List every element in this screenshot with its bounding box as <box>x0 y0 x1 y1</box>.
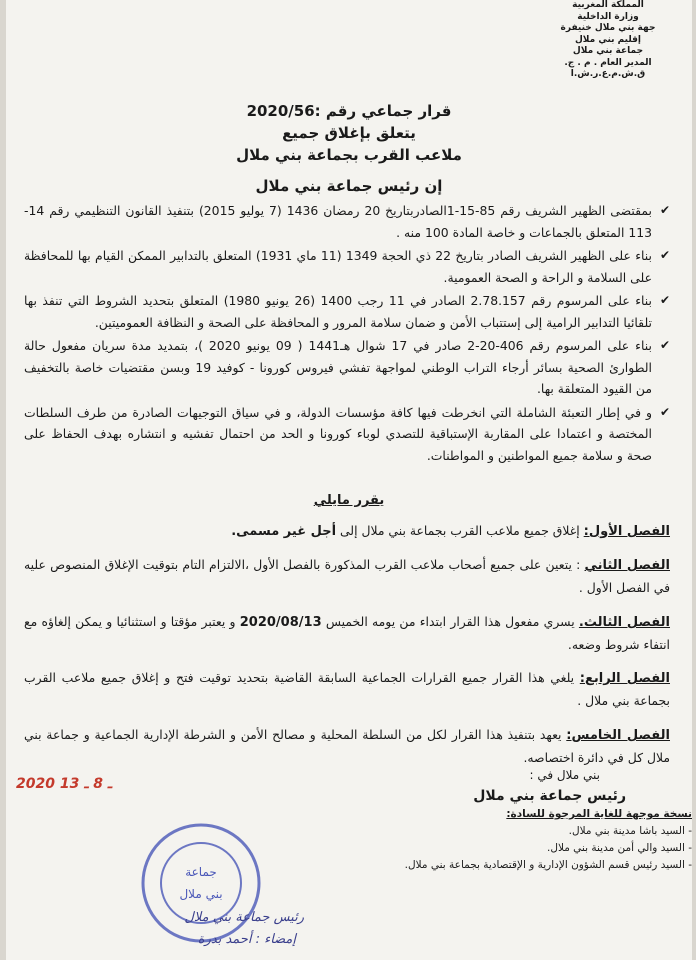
checkmark-icon: ✔ <box>659 338 670 352</box>
letterhead-line: المملكة المغربية <box>572 0 644 10</box>
preamble-item: ✔ و في إطار التعبئة الشاملة التي انخرطت فيها كافة مؤسسات الدولة، و في سياق التوجيهات الصادرة من طرف السلطات المختصة و اعتمادا على المقاربة الإستباقية للتصدي لوباء كورونا و الحد من احتمال تفشيه و انتشاره بهدف الحفاظ على صحة و سلامة جميع المواطنين و المواطنات. <box>24 402 670 467</box>
decision-title <box>6 100 692 166</box>
copy-recipient: - السيد رئيس قسم الشؤون الإدارية و الإقتصادية بجماعة بني ملال. <box>404 859 692 871</box>
copy-recipient: - السيد باشا مدينة بني ملال. <box>568 825 692 837</box>
decision-subject-line: ملاعب القرب بجماعة بني ملال <box>236 146 462 164</box>
seal-text-bottom: بني ملال <box>179 887 223 901</box>
letterhead-line: جماعة بني ملال <box>572 46 644 56</box>
decision-subject-line: يتعلق بإغلاق جميع <box>282 124 416 142</box>
decides-heading: يقرر مايلي <box>313 493 385 508</box>
letterhead-line: ق.ش.م.ع.ر.ش.ا <box>570 69 646 79</box>
copy-recipient: - السيد والي أمن مدينة بني ملال. <box>546 842 692 854</box>
preamble-item: ✔ بناء على الظهير الشريف الصادر بتاريخ 22 ذي الحجة 1349 (11 ماي 1931) المتعلق بالتدابير الممكن القيام بها للمحافظة على السلامة و الراحة و الصحة العمومية. <box>24 245 670 288</box>
article-4: الفصل الرابع: يلغي هذا القرار جميع القرارات الجماعية السابقة القاضية بتحديد توقيت فتح و إغلاق جميع ملاعب القرب بجماعة بني ملال . <box>24 670 670 708</box>
article-5: الفصل الخامس: يعهد بتنفيذ هذا القرار لكل من السلطة المحلية و مصالح الأمن و الشرطة الإدارية الجماعية و جماعة بني ملال كل في دائرة اختصاصه. <box>24 727 670 765</box>
checkmark-icon: ✔ <box>659 203 670 217</box>
preamble <box>24 200 670 468</box>
handwritten-date: 2020 ـ 8 ـ 13 <box>16 776 112 792</box>
articles <box>24 520 670 781</box>
copies-heading: نسخة موجهة للغاية المرجوة للسادة: <box>506 808 692 820</box>
preamble-item: ✔ بناء على المرسوم رقم 406-20-2 صادر في 17 شوال هـ1441 ( 09 يونيو 2020 )، بتمديد مدة سريان مفعول حالة الطوارئ الصحية بسائر أرجاء التراب الوطني لمواجهة تفشي فيروس كورونا - كوفيد 19 وبسن مقتضيات خاصة بالتخفيف من القيود المتعلقة بها. <box>24 335 670 400</box>
letterhead-line: وزارة الداخلية <box>577 11 639 22</box>
checkmark-icon: ✔ <box>659 404 670 419</box>
seal-text-top: جماعة <box>185 865 217 879</box>
letterhead-line: جهة بني ملال خنيفرة <box>560 23 656 33</box>
preamble-item: ✔ بناء على المرسوم رقم 2.78.157 الصادر في 11 رجب 1400 (26 يونيو 1980) المتعلق بتحديد الشروط التي تنفذ بها تلقائيا التدابير الرامية إلى إستتباب الأمن و ضمان سلامة المرور و المحافظة على الصحة و النظافة العموميتين. <box>24 290 670 333</box>
president-heading: إن رئيس جماعة بني ملال <box>255 177 443 195</box>
signer-name: إمضاء : أحمد بدرة <box>197 932 296 947</box>
letterhead-line: إقليم بني ملال <box>574 34 642 45</box>
article-1: الفصل الأول: إغلاق جميع ملاعب القرب بجماعة بني ملال إلى أجل غير مسمى. <box>231 523 670 539</box>
checkmark-icon: ✔ <box>659 248 670 262</box>
letterhead-line: المدير العام . م . ج. <box>564 57 652 68</box>
checkmark-icon: ✔ <box>659 293 670 307</box>
official-seal-icon <box>136 818 266 948</box>
decision-number: قرار جماعي رقم :2020/56 <box>246 102 452 120</box>
article-3: الفصل الثالث. يسري مفعول هذا القرار ابتداء من يومه الخميس 2020/08/13 و يعتبر مؤقتا و استثنائيا و يمكن إلغاؤه مع انتفاء شروط وضعه. <box>24 614 670 652</box>
date-line: بني ملال في : <box>529 768 600 782</box>
letterhead <box>538 0 678 81</box>
document-page <box>6 0 692 960</box>
article-2: الفصل الثاني : يتعين على جميع أصحاب ملاعب القرب المذكورة بالفصل الأول ،الالتزام التام بتوقيت الإغلاق المنصوص عليه في الفصل الأول . <box>24 557 670 595</box>
handwritten-signature-title: رئيس جماعة بني ملال <box>184 910 304 925</box>
copies-list <box>398 806 692 874</box>
preamble-item: ✔ بمقتضى الظهير الشريف رقم 85-15-1الصادربتاريخ 20 رمضان 1436 (7 يوليو 2015) بتنفيذ القانون التنظيمي رقم 14-113 المتعلق بالجماعات و خاصة المادة 100 منه . <box>24 200 670 243</box>
signatory-title: رئيس جماعة بني ملال <box>473 788 626 804</box>
